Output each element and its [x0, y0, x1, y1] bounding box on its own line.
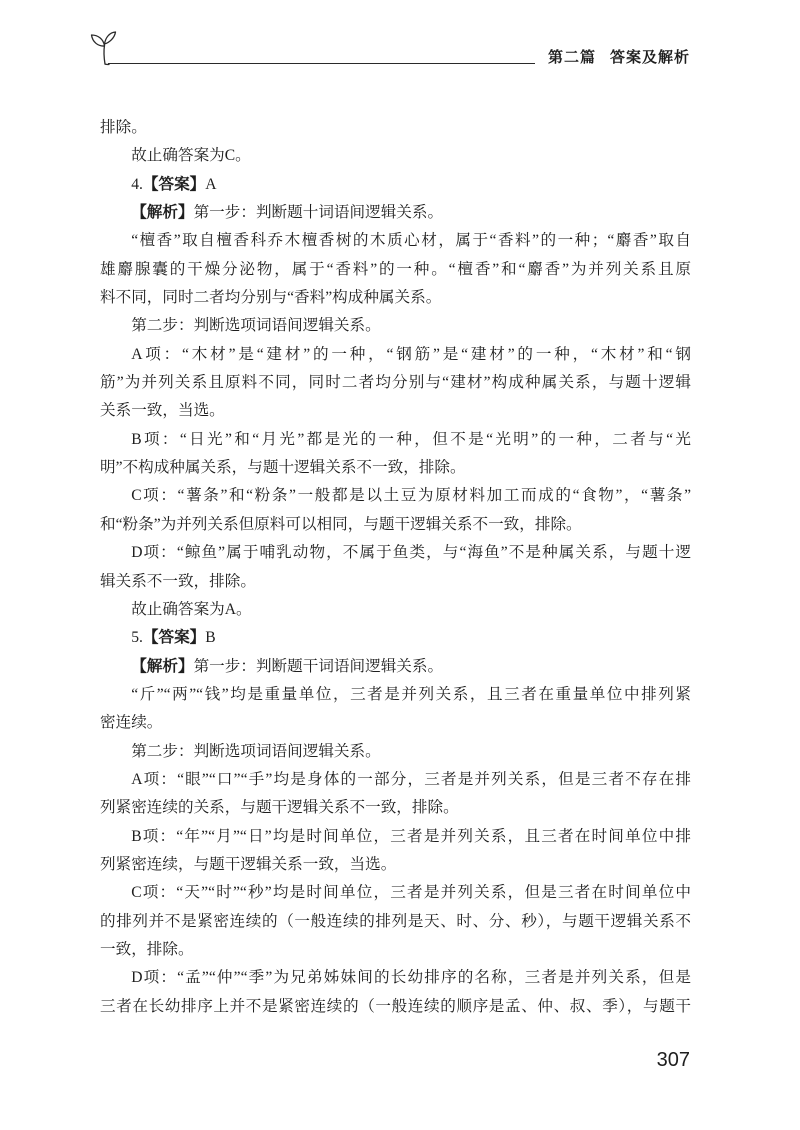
header-part: 第二篇 — [547, 48, 596, 66]
q4-option-a-line: 关系一致，当选。 — [100, 402, 225, 420]
previous-conclusion: 故止确答案为C。 — [131, 147, 251, 165]
q5-step2: 第二步：判断选项词语间逻辑关系。 — [131, 742, 381, 760]
q4-analysis-step1 — [100, 199, 691, 227]
q4-answer: A — [205, 175, 217, 193]
q4-stem-line: 雄麝腺囊的干燥分泌物，属于“香料”的一种。“檀香”和“麝香”为并列关系且原 — [100, 260, 691, 278]
q5-option-b-line: 列紧密连续，与题干逻辑关系一致，当选。 — [100, 855, 397, 873]
q5-option-a-line: A项：“眼”“口”“手”均是身体的一部分，三者是并列关系，但是三者不存在排 — [131, 770, 691, 788]
q4-answer-line — [100, 171, 691, 199]
q4-stem-line: 料不同，同时二者均分别与“香料”构成种属关系。 — [100, 289, 442, 307]
running-header — [548, 47, 690, 67]
body-text — [100, 114, 691, 1021]
q4-option-b-line: B项：“日光”和“月光”都是光的一种，但不是“光明”的一种，二者与“光 — [131, 430, 691, 448]
q5-answer-label: 【答案】 — [142, 629, 206, 647]
q4-number: 4. — [131, 175, 143, 193]
q4-option-a-line: A项：“木材”是“建材”的一种，“钢筋”是“建材”的一种，“木材”和“钢 — [131, 345, 691, 363]
q4-step2: 第二步：判断选项词语间逻辑关系。 — [131, 317, 381, 335]
sprout-icon — [88, 30, 122, 66]
page-number: 307 — [656, 1049, 690, 1071]
q5-option-b-line: B项：“年”“月”“日”均是时间单位，三者是并列关系，且三者在时间单位中排 — [131, 827, 691, 845]
q5-stem-line: 密连续。 — [100, 714, 163, 732]
q4-analysis-label: 【解析】 — [131, 204, 194, 222]
q4-stem-line: “檀香”取自檀香科乔木檀香树的木质心材，属于“香料”的一种；“麝香”取自 — [131, 232, 691, 250]
q4-option-a-line: 筋”为并列关系且原料不同，同时二者均分别与“建材”构成种属关系，与题十逻辑 — [100, 374, 691, 392]
q4-option-b-line: 明”不构成种属关系，与题十逻辑关系不一致，排除。 — [100, 459, 466, 477]
previous-tail-line: 排除。 — [100, 119, 147, 136]
q4-option-d-line: D项：“鲸鱼”属于哺乳动物，不属于鱼类，与“海鱼”不是种属关系，与题十逻 — [131, 544, 691, 562]
q5-analysis-label: 【解析】 — [131, 657, 194, 675]
q5-option-c-line: 的排列并不是紧密连续的（一般连续的排列是天、时、分、秒），与题干逻辑关系不 — [100, 912, 691, 930]
q4-option-c-line: 和“粉条”为并列关系但原料可以相同，与题干逻辑关系不一致，排除。 — [100, 515, 582, 533]
q4-option-c-line: C项：“薯条”和“粉条”一般都是以土豆为原材料加工而成的“食物”，“薯条” — [131, 487, 691, 505]
q5-number: 5. — [131, 629, 143, 647]
q4-answer-label: 【答案】 — [142, 175, 206, 193]
q5-option-d-line: D项：“孟”“仲”“季”为兄弟姊妹间的长幼排序的名称，三者是并列关系，但是 — [131, 969, 691, 987]
q5-analysis-step1 — [100, 653, 691, 681]
q4-conclusion: 故止确答案为A。 — [131, 600, 252, 618]
q5-option-d-line: 三者在长幼排序上并不是紧密连续的（一般连续的顺序是孟、仲、叔、季），与题干 — [100, 997, 691, 1015]
q4-step1-text: 第一步：判断题十词语间逻辑关系。 — [193, 204, 444, 222]
q5-step1-text: 第一步：判断题干词语间逻辑关系。 — [193, 657, 444, 675]
header-rule — [108, 63, 535, 64]
q5-answer-line — [100, 624, 691, 652]
header-title: 答案及解析 — [609, 48, 690, 66]
q5-option-a-line: 列紧密连续的关系，与题干逻辑关系不一致，排除。 — [100, 799, 459, 817]
q5-answer: B — [205, 629, 216, 647]
q5-option-c-line: C项：“天”“时”“秒”均是时间单位，三者是并列关系，但是三者在时间单位中 — [131, 884, 691, 902]
q5-option-c-line: 一致，排除。 — [100, 940, 194, 958]
q4-option-d-line: 辑关系不一致，排除。 — [100, 572, 256, 590]
q5-stem-line: “斤”“两”“钱”均是重量单位，三者是并列关系，且三者在重量单位中排列紧 — [131, 685, 691, 703]
